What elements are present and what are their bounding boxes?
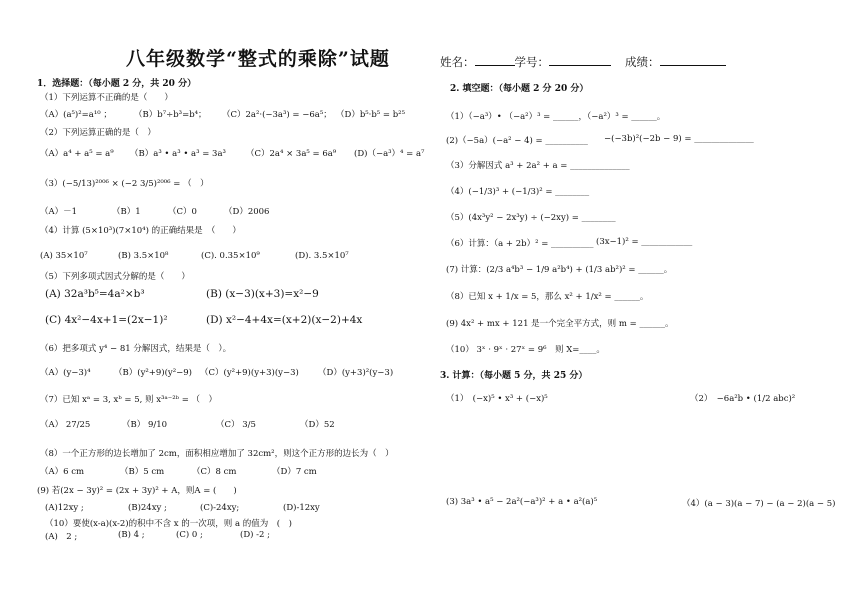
student-info-bar [440,54,726,70]
q5-option-b[interactable]: (B) (x−3)(x+3)=x²−9 [206,288,319,300]
section-2-heading: 2. 填空题：（每小题 2 分 20 分） [450,84,589,94]
calc-1: （1） (−x)⁵ • x³ + (−x)⁵ [446,394,548,404]
q4-option-a[interactable]: (A) 35×10⁷ [40,251,88,261]
q3-option-a[interactable]: （A）－1 [40,207,78,217]
name-field[interactable] [475,54,515,66]
calc-4: （4）(a − 3)(a − 7) − (a − 2)(a − 5) [682,499,836,509]
id-field[interactable] [549,54,611,66]
section-3-heading: 3. 计算：（每小题 5 分，共 25 分） [440,371,588,381]
q4-option-d[interactable]: (D). 3.5×10⁷ [295,251,349,261]
q6-stem: （6）把多项式 y⁴ − 81 分解因式，结果是（ ）。 [40,344,232,354]
name-label: 姓名： [440,55,475,69]
q2-option-d[interactable]: (D)（−a³）⁴ = a⁷ [354,149,425,159]
q10-option-b[interactable]: (B) 4 ; [118,530,145,540]
q7-option-c[interactable]: （C） 3/5 [216,420,256,430]
q3-option-c[interactable]: （C）0 [168,207,197,217]
fill-6b[interactable]: (3x−1)² = ____________ [596,237,693,247]
q4-stem: （4）计算 (5×10³)(7×10⁴) 的正确结果是 （ ） [40,226,241,236]
q9-option-b[interactable]: (B)24xy ; [128,503,167,513]
q10-option-c[interactable]: (C) 0 ; [176,530,203,540]
q1-option-c[interactable]: （C）2a²·(−3a³) = −6a⁵； [222,110,332,120]
score-label: 成绩： [625,55,660,69]
q5-option-c[interactable]: (C) 4x²−4x+1=(2x−1)² [45,314,168,326]
q1-stem: （1）下列运算不正确的是（ ） [40,93,173,103]
q5-option-a[interactable]: (A) 32a³b⁵=4a²×b³ [45,288,145,300]
fill-7[interactable]: (7) 计算：(2/3 a⁴b³ − 1/9 a²b⁴) + (1/3 ab²)² = ______。 [446,265,673,275]
q5-option-d[interactable]: (D) x²−4+4x=(x+2)(x−2)+4x [206,314,363,326]
q8-stem: （8）一个正方形的边长增加了 2cm，面积相应增加了 32cm²，则这个正方形的边长为（ ） [40,449,394,459]
q3-option-d[interactable]: （D）2006 [224,207,270,217]
q10-stem: （10）要使(x-a)(x-2)的积中不含 x 的一次项，则 a 的值为 ( ) [45,519,292,529]
q2-option-b[interactable]: （B）a³ • a³ • a³ = 3a³ [130,149,226,159]
q6-option-c[interactable]: （C）(y²+9)(y+3)(y−3) [200,368,299,378]
fill-3[interactable]: （3）分解因式 a³ + 2a² + a = ______________ [446,161,630,171]
q1-option-a[interactable]: （A）(a⁵)²=a¹⁰ ； [40,110,112,120]
q6-option-a[interactable]: （A）(y−3)⁴ [40,368,91,378]
section-1-heading: 1．选择题：（每小题 2 分，共 20 分） [37,79,197,89]
q5-stem: （5）下列多项式因式分解的是（ ） [40,272,190,282]
q8-option-b[interactable]: （B）5 cm [120,467,165,477]
fill-5[interactable]: （5）(4x³y² − 2x³y) ÷ (−2xy) = ________ [446,213,616,223]
q8-option-d[interactable]: （D）7 cm [272,467,317,477]
id-label: 学号： [514,55,549,69]
q6-option-b[interactable]: （B）(y²+9)(y²−9) [114,368,192,378]
q9-stem: (9) 若(2x − 3y)² = (2x + 3y)² + A，则A = ( ) [37,486,237,496]
calc-2: （2） −6a²b • (1/2 abc)² [690,394,796,404]
q7-stem: （7）已知 xᵃ = 3, xᵇ = 5, 则 x³ᵃ⁻²ᵇ = （ ） [40,395,218,405]
q2-option-a[interactable]: （A）a⁴ + a⁵ = a⁹ [40,149,114,159]
fill-8[interactable]: （8）已知 x + 1/x = 5，那么 x² + 1/x² = ______。 [446,292,649,302]
fill-2a[interactable]: (2)（−5a）(−a² − 4) = __________ [446,136,588,146]
fill-4[interactable]: （4）(−1/3)³ + (−1/3)² = ________ [446,187,590,197]
q2-option-c[interactable]: （C）2a⁴ × 3a⁵ = 6a⁹ [246,149,337,159]
fill-10[interactable]: （10） 3ˣ · 9ˣ · 27ˣ = 9⁶ 则 X=____。 [446,345,605,355]
q1-option-d[interactable]: （D）b⁵·b⁵ = b²⁵ [336,110,405,120]
q4-option-b[interactable]: (B) 3.5×10⁸ [118,251,169,261]
q9-option-c[interactable]: (C)-24xy; [200,503,240,513]
fill-6a[interactable]: （6）计算：（a + 2b）² = __________ [446,239,594,249]
page-title: 八年级数学“整式的乘除”试题 [126,48,390,70]
q2-stem: （2）下列运算正确的是（ ） [40,128,156,138]
q9-option-d[interactable]: (D)-12xy [283,503,320,513]
fill-9[interactable]: (9) 4x² + mx + 121 是一个完全平方式，则 m = ______。 [446,319,674,329]
q8-option-c[interactable]: （C）8 cm [192,467,237,477]
q4-option-c[interactable]: (C). 0.35×10⁹ [201,251,260,261]
q6-option-d[interactable]: （D）(y+3)²(y−3) [318,368,394,378]
q8-option-a[interactable]: （A）6 cm [40,467,85,477]
fill-1[interactable]: （1）（−a³）• （−a²）³ = ______，（−a²）³ = ______。 [446,112,666,122]
q7-option-a[interactable]: （A） 27/25 [40,420,91,430]
q10-option-a[interactable]: (A) 2 ; [45,532,78,542]
score-field[interactable] [660,54,726,66]
q3-option-b[interactable]: （B）1 [112,207,141,217]
q7-option-b[interactable]: （B） 9/10 [122,420,168,430]
q1-option-b[interactable]: （B）b⁷÷b³=b⁴； [134,110,207,120]
q9-option-a[interactable]: (A)12xy ; [45,503,84,513]
calc-3: (3) 3a³ • a⁵ − 2a²(−a³)² + a • a²(a)⁵ [446,497,598,507]
q7-option-d[interactable]: （D）52 [300,420,335,430]
q3-stem: （3）(−5/13)²⁰⁰⁶ × (−2 3/5)²⁰⁰⁶ = （ ） [40,179,209,189]
q10-option-d[interactable]: (D) -2 ; [240,530,270,540]
fill-2b[interactable]: −(−3b)²(−2b − 9) = ______________ [604,134,754,144]
